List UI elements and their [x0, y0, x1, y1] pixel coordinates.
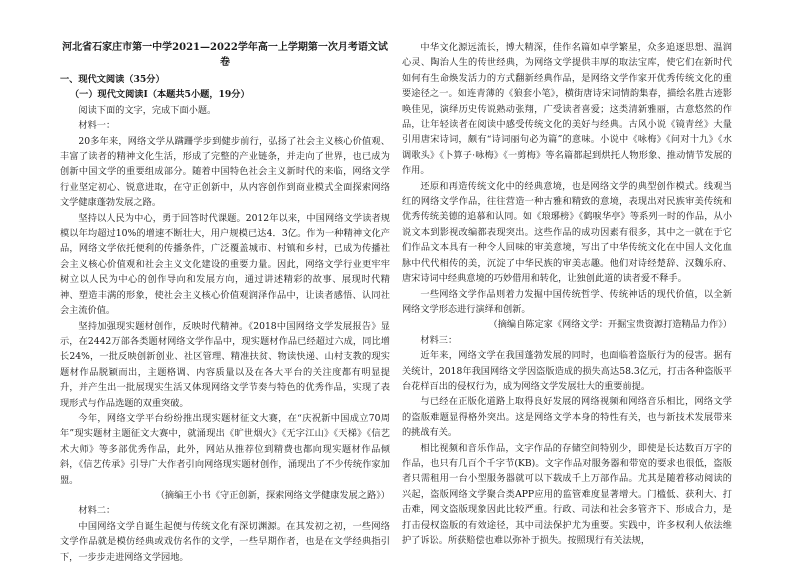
source-citation: （摘编王小书《守正创新，探索网络文学健康发展之路》） [155, 489, 390, 501]
paragraph: 与已经在正版化道路上取得良好发展的网络视频和网络音乐相比，网络文学的盗版难题显得格外突出。这是网络文学本身的特性有关，也与新技术发展带来的挑战有关。 [402, 396, 732, 439]
left-column [60, 40, 390, 565]
paragraph: 一些网络文学作品则着力发掘中国传统哲学、传统神话的现代价值，以全新网络文学形态进行演绎和创新。 [402, 288, 732, 315]
material-label: 材料三： [420, 334, 458, 346]
instruction-text: 阅读下面的文字，完成下面小题。 [78, 104, 217, 116]
paragraph: 还原和再造传统文化中的经典意境，也是网络文学的典型创作模式。线观当红的网络文学作品，往往营造一种古雅和精致的意境，表现出对民族审美传统和优秀传统美德的追慕和认同。如《琅琊榜》《鹤唳华亭》等系列一时的作品，从小说文本到影视改编都表现突出。这些作品的成功因素有很多，其中之一就在于它们作品文本具有一种令人回味的审美意境，写出了中华传统文化在中国人文化血脉中代代相传的美，沉淀了中华民族的审美志趣。他们对诗经楚辞、汉魏乐府、唐宋诗词中经典意境的巧妙借用和转化，让独创此道的读者爱不释手。 [402, 180, 732, 285]
paragraph: 坚持以人民为中心，勇于回答时代课题。2012年以来，中国网络文学读者规模以年均超过10%的增速不断壮大，用户规模已达4．3亿。作为一种精神文化产品，网络文学依托便利的传播条件，广泛覆盖城市、村镇和乡村，已成为传播社会主义核心价值观和社会主义文化建设的重要力量。因此，网络文学行业更牢牢树立以人民为中心的创作导向和发展方向，通过讲述精彩的故事、展现时代精神、塑造丰满的形象，使社会主义核心价值观润泽作品中，让读者感悟、认同社会主流价值。 [60, 212, 390, 317]
paragraph: 坚持加强现实题材创作，反映时代精神。《2018中国网络文学发展报告》显示，在2442万部各类题材网络文学作品中，现实题材作品已经超过六成，同比增长24%，一批反映创新创业、社区管理、精准扶贫、物读快递、山村支教的现实题材作品脱颖而出，主题格调、内容质量以及在各大平台的关注度都有明显提升，并产生出一批展现实生活又体现网络文学节奏与特色的优秀作品，实现了表现形式与作品选题的双重突破。 [60, 320, 390, 409]
section-heading: 一、现代文阅读（35分） [60, 74, 165, 85]
paragraph: 相比视频和音乐作品，文字作品的存储空间特别少，即使是长达数百万字的作品，也只有几百个千字节(KB)。文字作品对服务器和带宽的要求也很低，盗版者只需租用一台小型服务器就可以下载成千上万部作品。尤其是随着移动阅读的兴起，盗版网络文学聚合类APP应用的监管难度显著增大。门槛低、获利大、打击难，网文盗版现象因此比较严重。行政、司法和社会多管齐下、形成合力，是打击侵权盗版的有效途径，其中司法保护尤为重要。实践中，许多权利人依法维护了诉讼。所获赔偿也难以弥补于损失。按照现行有关法规， [402, 442, 732, 546]
subsection-heading: （一）现代文阅读Ⅰ（本题共5小题，19分） [70, 89, 250, 101]
paragraph: 近年来，网络文学在我国蓬勃发展的同时，也面临着盗版行为的侵害。据有关统计，2018年我国网络文学因盗版造成的损失高达58.3亿元，打击各种盗版平台花样百出的侵权行为，成为网络文学发展壮大的重要前提。 [402, 350, 732, 392]
paragraph: 中国网络文学自诞生起便与传统文化有深切渊源。在其发初之初，一些网络文学作品就是模仿经典或戏仿名作的文学，一些早期作者，也是在文学经典指引下，一步步走进网络文学园地。 [60, 520, 390, 563]
exam-title: 河北省石家庄市第一中学2021—2022学年高一上学期第一次月考语文试卷 [62, 42, 388, 68]
paragraph: 20多年来，网络文学从蹒跚学步到健步前行，弘扬了社会主义核心价值观、丰富了读者的精神文化生活，形成了完整的产业链条，并走向了世界，也已成为创新中国文学的重要组成部分。随着中国特色社会主义新时代的来临，网络文学行业坚定初心、锐意进取，在守正创新中，从内容创作到商业模式全面探索网络文学健康蓬勃发展之路。 [60, 135, 390, 209]
material-label: 材料二： [78, 505, 116, 517]
paragraph: 今年，网络文学平台纷纷推出现实题材征文大赛，在“庆祝新中国成立70周年”现实题材主题征文大赛中，就涌现出《旷世烟火》《无字江山》《天梯》《信艺术大师》等多部优秀作品，此外，网站从推荐位到精费也都向现实题材作品倾斜，《信艺传承》引导广大作者引向网络现实题材创作，涌现出了不少传统作家加盟。 [60, 412, 390, 486]
source-citation: （摘编自陈定家《网络文学：开掘宝贵资源打造精品力作》） [488, 319, 732, 331]
paragraph: 中华文化源远流长，博大精深，佳作名篇如卓学繁星，众多追逐思想、温润心灵、陶治人生的传世经典，为网络文学提供丰厚的取法宝库，使它们在新时代如何有生命焕发活力的方式翻新经典作品，是网络文学作家开优秀传统文化的重要途径之一。如连青薄的《狼套小笔》，横街唐诗宋词情韵集春，描绘名胜古迹影唤佳见，演绎历史传说熟动张翔，广受读者喜爱；这类清新雅丽，古意悠然的作品，让年轻读者在阅读中感受传统文化的美好与经典。古风小说《镜青丝》大量引用唐宋诗词，颇有“诗词丽句必为篇”的意味。小说中《咏梅》《问对十九》《水调歌头》《卜算子·咏梅》《一剪梅》等名篇都起到烘托人物形象、推动情节发展的作用。 [402, 42, 732, 177]
right-column [402, 40, 732, 548]
material-label: 材料一： [78, 120, 116, 132]
